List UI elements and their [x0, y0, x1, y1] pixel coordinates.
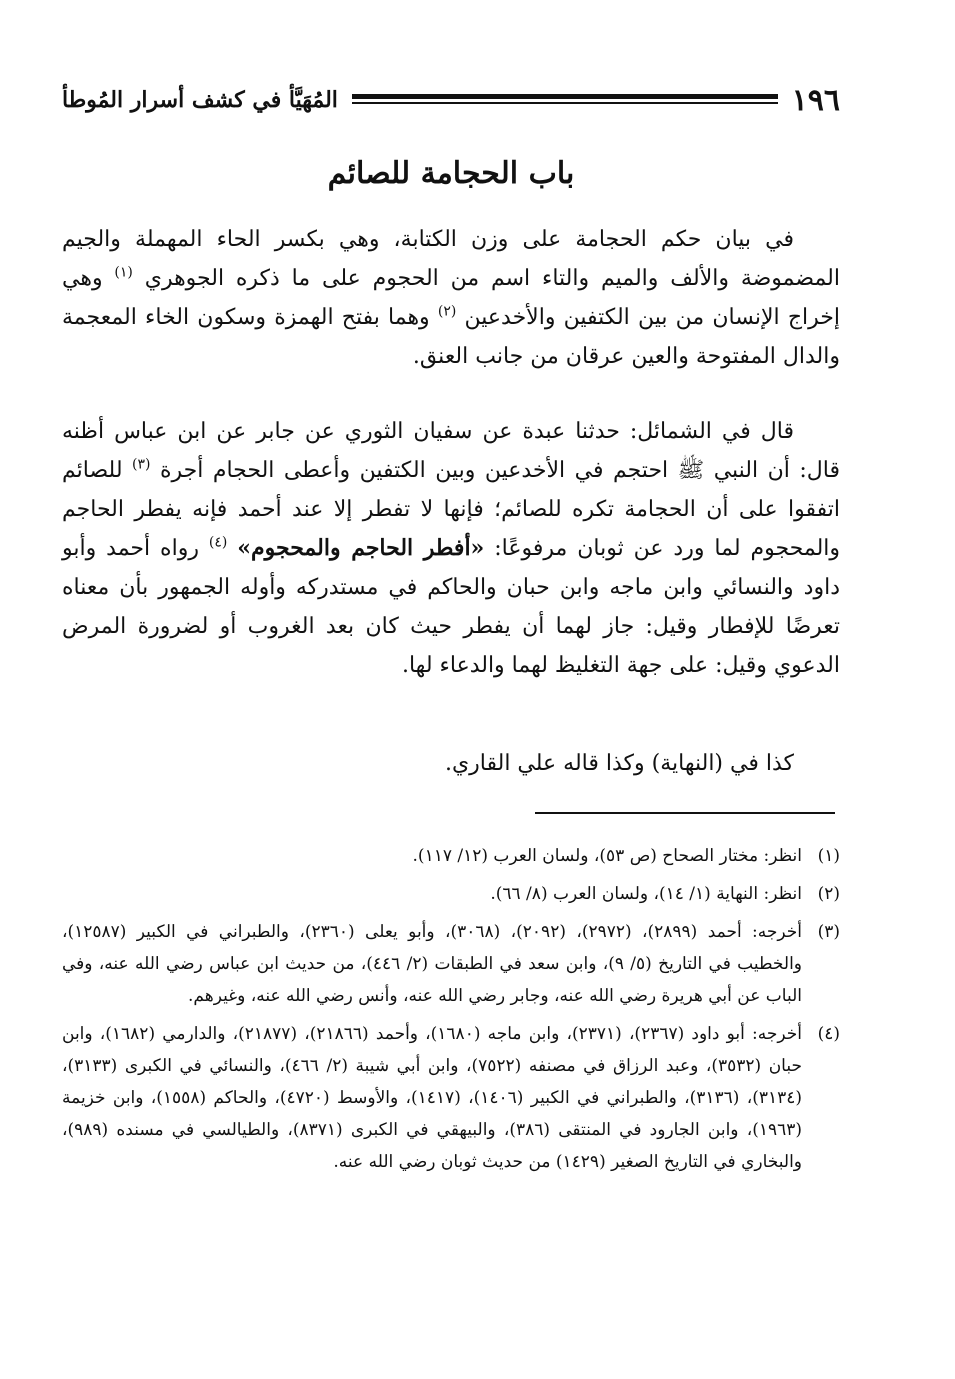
footnote-marker-4[interactable]: (٤) [208, 534, 228, 551]
paragraph-text: وهما بفتح الهمزة وسكون الخاء المعجمة والدال المفتوحة والعين عرقان من جانب العنق. [62, 305, 840, 369]
page-number: ١٩٦ [791, 82, 840, 118]
footnotes [62, 840, 840, 1184]
footnote-text: انظر: مختار الصحاح (ص ٥٣)، ولسان العرب (١٢/ ١١٧). [412, 846, 802, 866]
footnote-text: انظر: النهاية (١/ ١٤)، ولسان العرب (٨/ ٦٦). [490, 884, 802, 904]
footnote-1 [62, 840, 840, 872]
book-title: المُهَيَّأ في كشف أسرار المُوطأ [62, 87, 338, 113]
footnote-number: (٢) [817, 884, 840, 904]
paragraph-definition [62, 220, 840, 376]
chapter-title: باب الحجامة للصائم [327, 156, 575, 191]
paragraph-text: للصائم اتفقوا على أن الحجامة تكره للصائم؛ فإنها لا تفطر إلا عند أحمد فإنه يفطر الحاجم والمحجوم لما ورد عن ثوبان مرفوعًا: [62, 458, 841, 561]
footnote-number: (١) [817, 846, 840, 866]
paragraph-text: كذا في (النهاية) وكذا قاله علي القاري. [444, 751, 794, 776]
header-rule [352, 94, 778, 106]
paragraph-text: رواه أحمد وأبو داود والنسائي وابن ماجه وابن حبان والحاكم في مستدركه وأوله الجمهور بأن معناه تعرضًا للإفطار وقيل: جاز لهما أن يفطر حيث كان بعد الغروب أو لضرورة المرض الدعوي وقيل: على جهة التغليظ لهما والدعاء لها. [62, 536, 840, 678]
paragraph-text: قال في الشمائل: حدثنا عبدة عن سفيان الثوري عن جابر عن ابن عباس أظنه قال: أن النبي ﷺ احتجم في الأخدعين وبين الكتفين وأعطى الحجام أجرة [62, 419, 840, 483]
paragraph-text: وهي إخراج الإنسان من بين الكتفين والأخدعين [62, 266, 840, 330]
footnote-text: أخرجه: أحمد (٢٨٩٩)، (٢٩٧٢)، (٢٠٩٢)، (٣٠٦٨)، وأبو يعلى (٢٣٦٠)، والطبراني في الكبير (١٢٥٨٧)، والخطيب في التاريخ (٥/ ٩)، وابن سعد في الطبقات (٢/ ٤٤٦)، من حديث ابن عباس رضي الله عنه، وفي الباب عن أبي هريرة رضي الله عنه، وجابر رضي الله عنه، وأنس رضي الله عنه، وغيرهم. [62, 922, 803, 1006]
paragraph-hadith [62, 412, 840, 685]
footnote-2 [62, 878, 840, 910]
paragraph-text: في بيان حكم الحجامة على وزن الكتابة، وهي بكسر الحاء المهملة والجيم المضموضة والألف والميم والتاء اسم من الحجوم على ما ذكره الجوهري [62, 227, 840, 291]
page-header [62, 78, 840, 122]
footnote-number: (٣) [817, 922, 840, 942]
footnote-marker-3[interactable]: (٣) [132, 456, 151, 473]
footnote-4 [62, 1018, 840, 1178]
paragraph-reference [62, 744, 840, 783]
footnote-number: (٤) [817, 1024, 840, 1044]
footnote-text: أخرجه: أبو داود (٢٣٦٧)، (٢٣٧١)، وابن ماجه (١٦٨٠)، وأحمد (٢١٨٦٦)، (٢١٨٧٧)، والدارمي (١٦٨٢)، وابن حبان (٣٥٣٢)، وعبد الرزاق في مصنفه (٧٥٢٢)، وابن أبي شيبة (٢/ ٤٦٦)، والنسائي في الكبرى (٣١٣٣)، (٣١٣٤)، (٣١٣٦)، والطبراني في الكبير (١٤٠٦)، (١٤١٧)، والأوسط (٤٧٢٠)، والحاكم (١٥٥٨)، وابن خزيمة (١٩٦٣)، وابن الجارود في المنتقى (٣٨٦)، والبيهقي في الكبرى (٨٣٧١)، والطيالسي في مسنده (٩٨٩)، والبخاري في التاريخ الصغير (١٤٢٩) من حديث ثوبان رضي الله عنه. [62, 1024, 803, 1172]
footnote-separator [535, 812, 835, 814]
footnote-marker-2[interactable]: (٢) [437, 303, 457, 320]
hadith-quote: «أفطر الحاجم والمحجوم» [237, 535, 485, 561]
footnote-3 [62, 916, 840, 1012]
footnote-marker-1[interactable]: (١) [114, 264, 133, 281]
